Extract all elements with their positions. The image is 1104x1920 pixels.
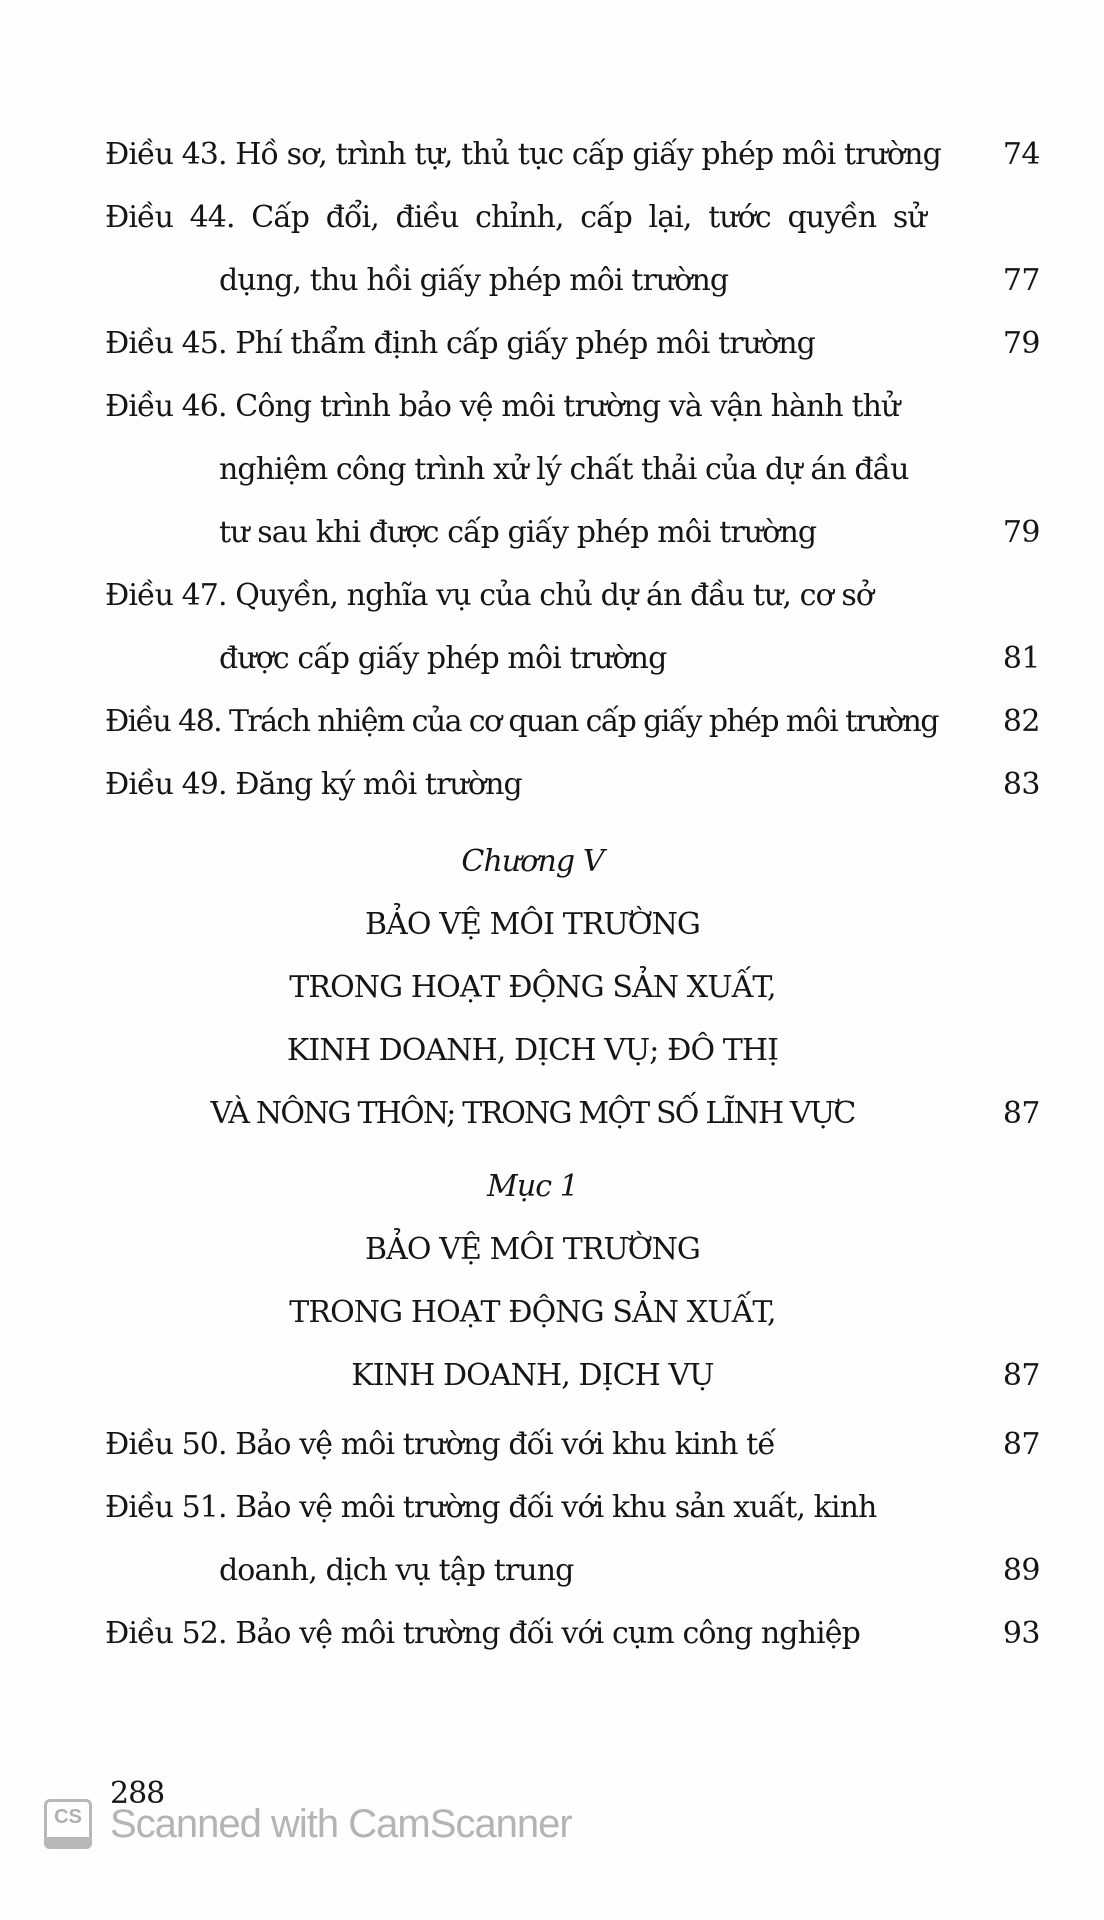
toc-entry-dieu-51-cont xyxy=(105,1539,1040,1602)
toc-entry-dieu-52 xyxy=(105,1602,1040,1665)
section-title-line-1 xyxy=(105,1218,1040,1281)
toc-entry-page: 83 xyxy=(1002,767,1040,802)
toc-entry-dieu-46-cont2 xyxy=(105,501,1040,564)
toc-entry-dieu-45 xyxy=(105,312,1040,375)
toc-entry-page: 81 xyxy=(1002,641,1040,676)
watermark-text: Scanned with CamScanner xyxy=(110,1801,572,1846)
chapter-title-line-2 xyxy=(105,956,1040,1019)
toc-entry-page: 74 xyxy=(1002,137,1040,172)
toc-entry-title: doanh, dịch vụ tập trung xyxy=(219,1553,574,1588)
toc-entry-page: 87 xyxy=(1002,1427,1040,1462)
toc-entry-title: Điều 52. Bảo vệ môi trường đối với cụm công nghiệp xyxy=(105,1616,860,1651)
toc-entry-title: Điều 44. Cấp đổi, điều chỉnh, cấp lại, tước quyền sử xyxy=(105,200,926,235)
toc-entry-title: Điều 46. Công trình bảo vệ môi trường và vận hành thử xyxy=(105,389,900,424)
toc-entry-dieu-51 xyxy=(105,1476,1040,1539)
chapter-title-line-1 xyxy=(105,893,1040,956)
chapter-title-line-4 xyxy=(105,1082,1040,1145)
toc-entry-title: Điều 43. Hồ sơ, trình tự, thủ tục cấp giấy phép môi trường xyxy=(105,137,941,172)
chapter-title: BẢO VỆ MÔI TRƯỜNG xyxy=(364,907,701,942)
section-label xyxy=(105,1155,1040,1218)
toc-entry-page: 79 xyxy=(1002,515,1040,550)
toc-entry-dieu-43 xyxy=(105,123,1040,186)
toc-entry-dieu-47-cont xyxy=(105,627,1040,690)
chapter-title: VÀ NÔNG THÔN; TRONG MỘT SỐ LĨNH VỰC xyxy=(210,1096,855,1131)
section-title-line-2 xyxy=(105,1281,1040,1344)
section-title: KINH DOANH, DỊCH VỤ xyxy=(351,1358,714,1393)
toc-entry-dieu-48 xyxy=(105,690,1040,753)
toc-entry-title: Điều 49. Đăng ký môi trường xyxy=(105,767,522,802)
toc-entry-dieu-46 xyxy=(105,375,1040,438)
toc-entry-page: 82 xyxy=(1002,704,1040,739)
section-title: BẢO VỆ MÔI TRƯỜNG xyxy=(364,1232,701,1267)
toc-entry-dieu-44 xyxy=(105,186,1040,249)
toc-entry-dieu-47 xyxy=(105,564,1040,627)
toc-entry-title: Điều 48. Trách nhiệm của cơ quan cấp giấy phép môi trường xyxy=(105,704,938,739)
toc-entry-page: 93 xyxy=(1002,1616,1040,1651)
chapter-title: KINH DOANH, DỊCH VỤ; ĐÔ THỊ xyxy=(286,1033,779,1068)
toc-entry-page: 79 xyxy=(1002,326,1040,361)
camscanner-watermark xyxy=(44,1796,572,1852)
toc-entry-page: 77 xyxy=(1002,263,1040,298)
toc-entry-title: Điều 51. Bảo vệ môi trường đối với khu sản xuất, kinh xyxy=(105,1490,877,1525)
toc-entry-title: dụng, thu hồi giấy phép môi trường xyxy=(219,263,729,298)
toc-entry-title: nghiệm công trình xử lý chất thải của dự án đầu xyxy=(219,452,909,487)
toc-entry-page: 87 xyxy=(1002,1096,1040,1131)
toc-entry-title: tư sau khi được cấp giấy phép môi trường xyxy=(219,515,817,550)
toc-entry-dieu-50 xyxy=(105,1413,1040,1476)
toc-entry-dieu-44-cont xyxy=(105,249,1040,312)
section-number: Mục 1 xyxy=(487,1169,578,1204)
chapter-title: TRONG HOẠT ĐỘNG SẢN XUẤT, xyxy=(289,970,776,1005)
toc-entry-title: Điều 50. Bảo vệ môi trường đối với khu kinh tế xyxy=(105,1427,775,1462)
chapter-title-line-3 xyxy=(105,1019,1040,1082)
page-number: 288 xyxy=(110,1776,165,1811)
section-title-line-3 xyxy=(105,1344,1040,1407)
chapter-label xyxy=(105,830,1040,893)
toc-entry-title: được cấp giấy phép môi trường xyxy=(219,641,667,676)
section-title: TRONG HOẠT ĐỘNG SẢN XUẤT, xyxy=(289,1295,776,1330)
toc-entry-title: Điều 47. Quyền, nghĩa vụ của chủ dự án đầu tư, cơ sở xyxy=(105,578,874,613)
toc-entry-dieu-49 xyxy=(105,753,1040,816)
camscanner-logo-icon: CS xyxy=(44,1799,92,1849)
toc-entry-title: Điều 45. Phí thẩm định cấp giấy phép môi trường xyxy=(105,326,815,361)
toc-entry-page: 87 xyxy=(1002,1358,1040,1393)
toc-entry-dieu-46-cont1 xyxy=(105,438,1040,501)
chapter-number: Chương V xyxy=(461,844,604,879)
toc-entry-page: 89 xyxy=(1002,1553,1040,1588)
